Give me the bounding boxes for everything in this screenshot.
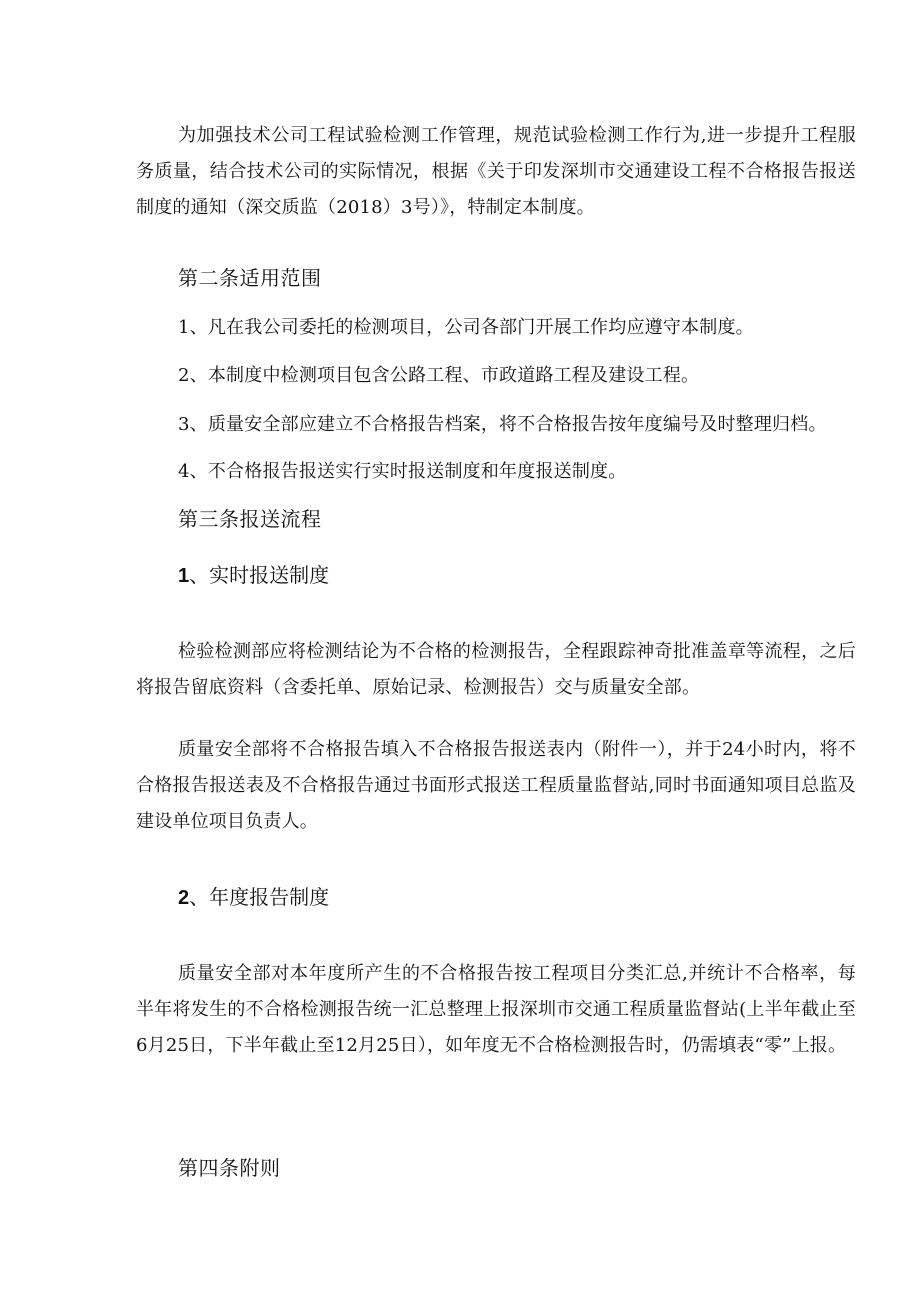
- section1-label: 、实时报送制度: [189, 563, 330, 587]
- article4-title: 第四条附则: [178, 1156, 281, 1180]
- article2-item-4: 4、不合格报告报送实行实时报送制度和年度报送制度。: [178, 461, 627, 482]
- section2-paragraph-1: 质量安全部对本年度所产生的不合格报告按工程项目分类汇总,并统计不合格率，每半年将发生的不合格检测报告统一汇总整理上报深圳市交通工程质量监督站(上半年截止至6月25日，下半年截止至12月25日），如年度无不合格检测报告时，仍需填表“零”上报。: [136, 963, 856, 1056]
- article2-item-1: 1、凡在我公司委托的检测项目，公司各部门开展工作均应遵守本制度。: [178, 317, 754, 338]
- article2-title: 第二条适用范围: [178, 266, 322, 290]
- section1-heading: [178, 562, 329, 589]
- article2-item-3: 3、质量安全部应建立不合格报告档案，将不合格报告按年度编号及时整理归档。: [178, 414, 827, 435]
- section2-label: 、年度报告制度: [189, 885, 330, 909]
- article3-title: 第三条报送流程: [178, 507, 322, 531]
- section2-heading: [178, 884, 329, 911]
- section2-number: 2: [178, 887, 190, 909]
- article2-item-2: 2、本制度中检测项目包含公路工程、市政道路工程及建设工程。: [178, 365, 700, 386]
- intro-paragraph: 为加强技术公司工程试验检测工作管理，规范试验检测工作行为,进一步提升工程服务质量，结合技术公司的实际情况，根据《关于印发深圳市交通建设工程不合格报告报送制度的通知（深交质监（2018）3号）》，特制定本制度。: [136, 125, 856, 218]
- section1-paragraph-2: 质量安全部将不合格报告填入不合格报告报送表内（附件一），并于24小时内，将不合格报告报送表及不合格报告通过书面形式报送工程质量监督站,同时书面通知项目总监及建设单位项目负责人。: [136, 739, 856, 832]
- section1-number: 1: [178, 565, 190, 587]
- section1-paragraph-1: 检验检测部应将检测结论为不合格的检测报告，全程跟踪神奇批准盖章等流程，之后将报告留底资料（含委托单、原始记录、检测报告）交与质量安全部。: [136, 641, 856, 698]
